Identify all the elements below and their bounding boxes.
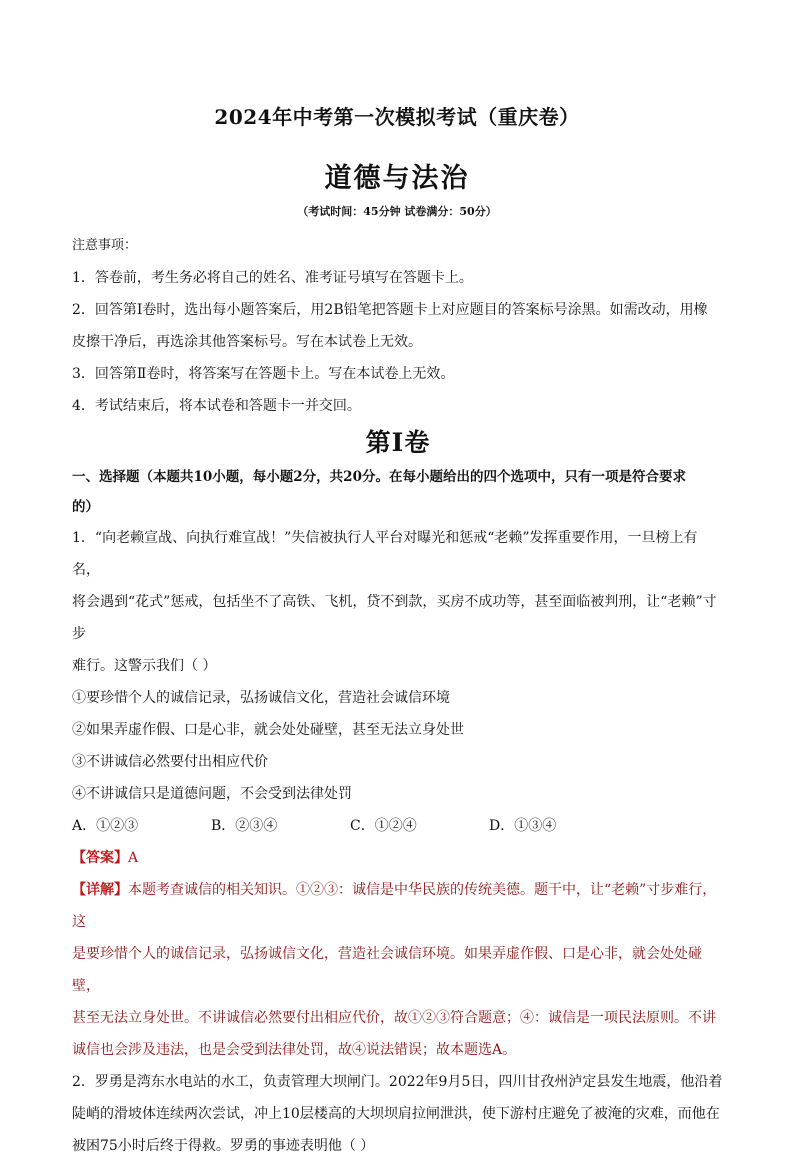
notice-heading: 注意事项：	[72, 238, 138, 253]
answer-label: 【答案】	[72, 850, 128, 866]
question-stem: 难行。这警示我们（ ）	[72, 658, 217, 674]
option-a: A．①②③	[72, 818, 139, 834]
question-statement: ③不讲诚信必然要付出相应代价	[72, 754, 268, 770]
section-description: 一、选择题（本题共10小题，每小题2分，共20分。在每小题给出的四个选项中，只有一项是符合要求	[72, 469, 686, 485]
question-stem: 1．“向老赖宣战、向执行难宣战！”失信被执行人平台对曝光和惩戒“老赖”发挥重要作用，一旦榜上有名，	[72, 530, 698, 578]
question-stem: 陡峭的滑坡体连续两次尝试，冲上10层楼高的大坝坝肩拉闸泄洪，使下游村庄避免了被淹的灾难，而他在	[72, 1106, 720, 1122]
question-stem: 2．罗勇是湾东水电站的水工，负责管理大坝闸门。2022年9月5日，四川甘孜州泸定县发生地震，他沿着	[72, 1074, 723, 1090]
option-b: B．②③④	[211, 818, 278, 834]
exam-title: 2024年中考第一次模拟考试（重庆卷）	[214, 105, 580, 129]
detail-label: 【详解】	[72, 882, 128, 898]
question-stem: 将会遇到“花式”惩戒，包括坐不了高铁、飞机，贷不到款，买房不成功等，甚至面临被判刑，让“老赖”寸步	[72, 594, 717, 642]
answer-options	[72, 810, 724, 842]
subject-title: 道德与法治	[324, 163, 470, 194]
option-c: C．①②④	[350, 818, 417, 834]
exam-content	[72, 230, 724, 1162]
exam-meta: （考试时间：45分钟 试卷满分：50分）	[297, 205, 497, 218]
detail-text: 本题考查诚信的相关知识。①②③：诚信是中华民族的传统美德。题干中，让“老赖”寸步难行，这	[72, 882, 717, 930]
section-title: 第Ⅰ卷	[365, 428, 431, 457]
detail-line	[72, 874, 724, 938]
answer-line	[72, 842, 724, 874]
answer-value: A	[128, 850, 139, 866]
notice-item: 4．考试结束后，将本试卷和答题卡一并交回。	[72, 398, 361, 414]
question-statement: ①要珍惜个人的诚信记录，弘扬诚信文化，营造社会诚信环境	[72, 690, 450, 706]
option-d: D．①③④	[489, 818, 557, 834]
question-statement: ④不讲诚信只是道德问题，不会受到法律处罚	[72, 786, 352, 802]
notice-item: 皮擦干净后，再选涂其他答案标号。写在本试卷上无效。	[72, 334, 422, 350]
detail-text: 甚至无法立身处世。不讲诚信必然要付出相应代价，故①②③符合题意；④：诚信是一项民法原则。不讲	[72, 1010, 716, 1026]
notice-item: 1．答卷前，考生务必将自己的姓名、准考证号填写在答题卡上。	[72, 270, 473, 286]
section-description: 的）	[72, 499, 99, 515]
detail-text: 诚信也会涉及违法，也是会受到法律处罚，故④说法错误；故本题选A。	[72, 1042, 517, 1058]
notice-item: 2．回答第Ⅰ卷时，选出每小题答案后，用2B铅笔把答题卡上对应题目的答案标号涂黑。如需改动，用橡	[72, 302, 708, 318]
detail-text: 是要珍惜个人的诚信记录，弘扬诚信文化，营造社会诚信环境。如果弄虚作假、口是心非，就会处处碰壁，	[72, 946, 702, 994]
question-statement: ②如果弄虚作假、口是心非，就会处处碰壁，甚至无法立身处世	[72, 722, 464, 738]
notice-item: 3．回答第Ⅱ卷时，将答案写在答题卡上。写在本试卷上无效。	[72, 366, 455, 382]
question-stem: 被困75小时后终于得救。罗勇的事迹表明他（ ）	[72, 1138, 375, 1154]
